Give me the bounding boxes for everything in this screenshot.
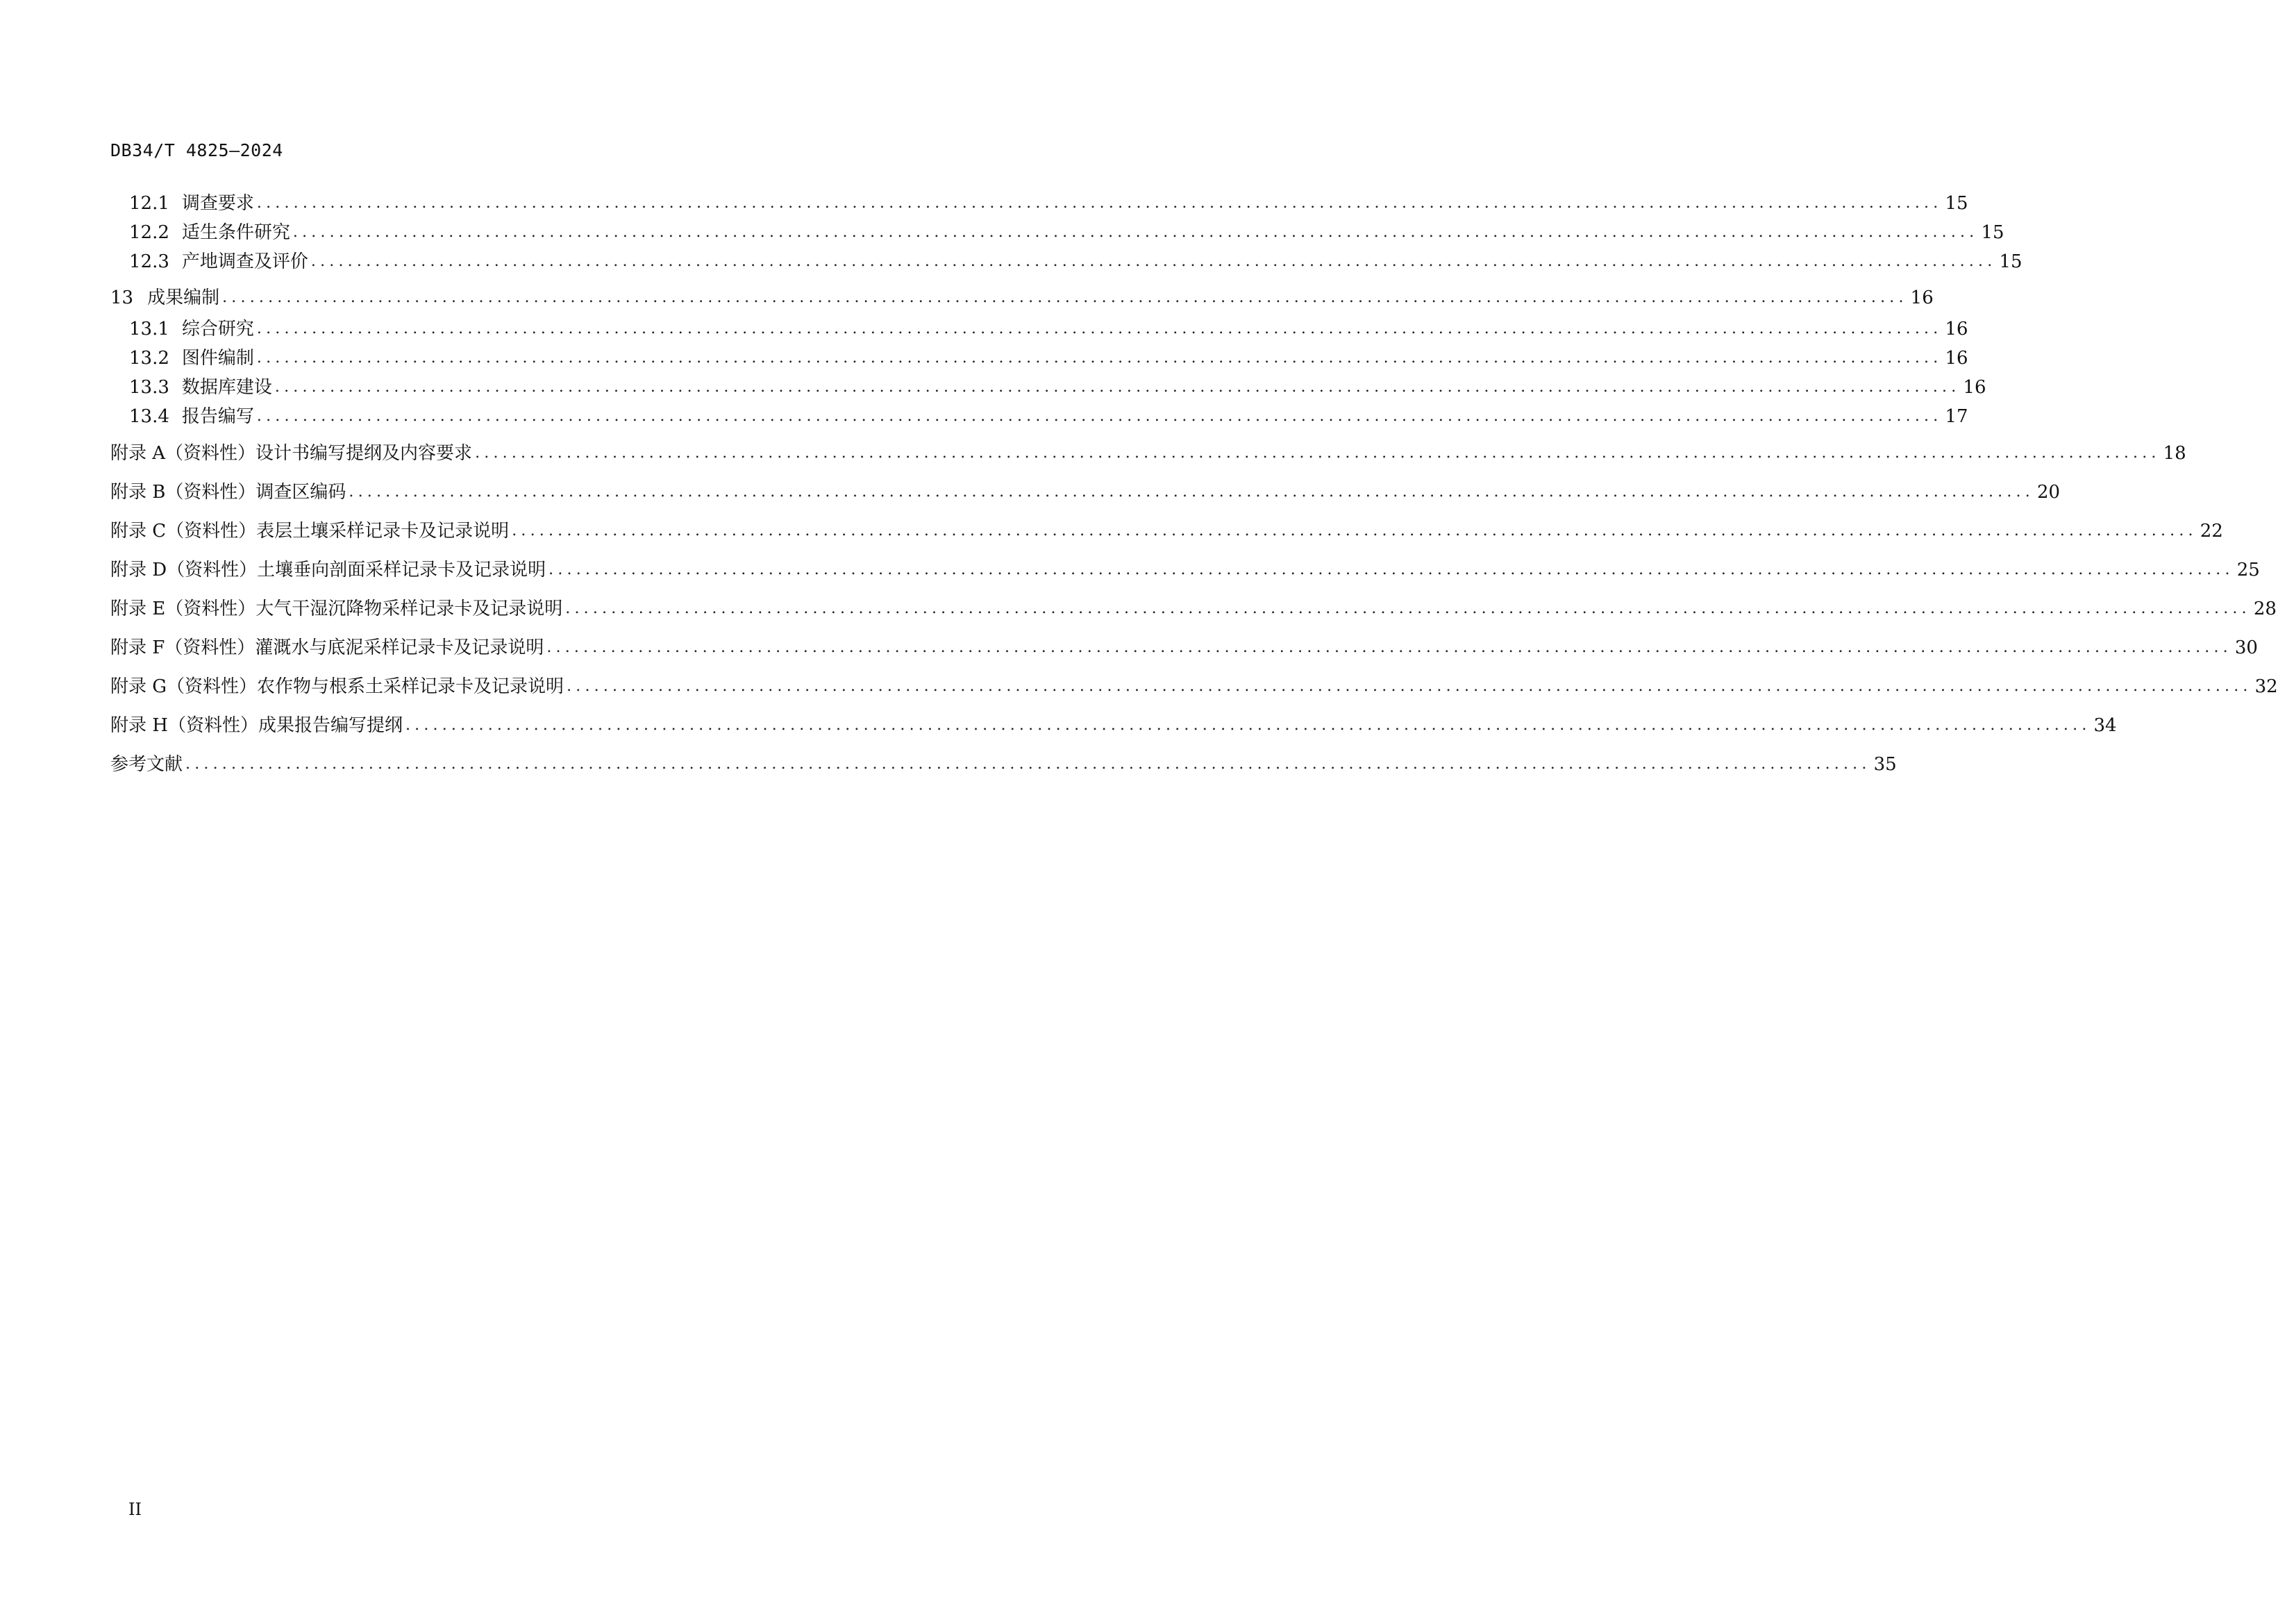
toc-entry-page: 25 <box>2236 560 2260 580</box>
toc-entry-appendix[interactable] <box>110 518 2223 544</box>
toc-dot-leader: ........................................................................................................................................................................................ <box>349 483 2034 501</box>
toc-entry[interactable] <box>110 403 1968 430</box>
toc-entry-page: 28 <box>2253 598 2277 619</box>
toc-appendix-label: 附录 H（资料性） <box>110 715 258 736</box>
toc-appendix-label: 附录 C（资料性） <box>110 521 257 542</box>
toc-entry-title: 产地调查及评价 <box>181 251 308 272</box>
toc-dot-leader: ........................................................................................................................................................................................ <box>567 678 2252 695</box>
toc-entry[interactable] <box>110 190 1968 217</box>
toc-entry-title: 土壤垂向剖面采样记录卡及记录说明 <box>257 560 546 580</box>
toc-entry-appendix[interactable] <box>110 440 2186 467</box>
toc-entry-number: 12.2 <box>129 222 169 243</box>
toc-entry-number: 13.1 <box>129 319 169 340</box>
toc-entry-title: 综合研究 <box>181 319 254 340</box>
toc-appendix-label: 附录 E（资料性） <box>110 598 256 619</box>
toc-entry-appendix[interactable] <box>110 557 2260 583</box>
toc-entry[interactable] <box>110 374 1986 401</box>
toc-entry-page: 15 <box>1981 222 2004 243</box>
toc-entry[interactable] <box>110 219 2004 246</box>
toc-appendix-label: 附录 B（资料性） <box>110 482 256 503</box>
toc-dot-leader: ........................................................................................................................................................................................ <box>256 194 1943 212</box>
toc-entry-title: 数据库建设 <box>181 377 272 398</box>
toc-dot-leader: ........................................................................................................................................................................................ <box>222 289 1908 306</box>
toc-entry-title: 调查要求 <box>181 193 254 214</box>
toc-appendix-label: 附录 G（资料性） <box>110 676 258 697</box>
toc-dot-leader: ........................................................................................................................................................................................ <box>546 639 2232 656</box>
toc-entry-page: 30 <box>2234 637 2258 658</box>
toc-entry-number: 13.4 <box>129 406 169 427</box>
toc-entry-title: 图件编制 <box>181 348 254 369</box>
toc-entry-title: 成果报告编写提纲 <box>258 715 403 736</box>
toc-entry[interactable] <box>110 249 2022 275</box>
toc-entry-page: 16 <box>1910 287 1934 308</box>
toc-dot-leader: ........................................................................................................................................................................................ <box>292 224 1979 241</box>
toc-entry-title: 报告编写 <box>181 406 254 427</box>
toc-entry-page: 18 <box>2163 443 2186 464</box>
toc-entry-page: 32 <box>2254 676 2278 697</box>
toc-appendix-label: 附录 D（资料性） <box>110 560 258 580</box>
toc-entry-page: 20 <box>2036 482 2061 503</box>
toc-entry-title: 表层土壤采样记录卡及记录说明 <box>256 521 510 542</box>
toc-dot-leader: ........................................................................................................................................................................................ <box>185 755 1871 773</box>
toc-entry-number: 12.1 <box>129 193 169 214</box>
toc-appendix-label: 附录 F（资料性） <box>110 637 256 658</box>
toc-entry-title: 调查区编码 <box>256 482 346 503</box>
toc-dot-leader: ........................................................................................................................................................................................ <box>310 253 1997 270</box>
toc-entry[interactable] <box>110 285 1934 311</box>
toc-entry-title: 设计书编写提纲及内容要求 <box>256 443 473 464</box>
toc-dot-leader: ........................................................................................................................................................................................ <box>256 320 1943 337</box>
toc-entry-page: 35 <box>1873 754 1897 775</box>
toc-entry-title: 农作物与根系土采样记录卡及记录说明 <box>257 676 564 697</box>
toc-dot-leader: ........................................................................................................................................................................................ <box>548 561 2234 578</box>
toc-entry-page: 15 <box>1945 193 1968 214</box>
toc-entry-page: 16 <box>1963 377 1986 398</box>
toc-entry-appendix[interactable] <box>110 479 2061 505</box>
toc-dot-leader: ........................................................................................................................................................................................ <box>274 378 1961 396</box>
toc-entry-number: 13.3 <box>129 377 169 398</box>
toc-entry[interactable] <box>110 345 1968 371</box>
toc-appendix-label: 附录 A（资料性） <box>110 443 256 464</box>
toc-entry-title: 灌溉水与底泥采样记录卡及记录说明 <box>255 637 544 658</box>
document-code: DB34/T 4825—2024 <box>110 140 283 160</box>
table-of-contents <box>110 0 2278 833</box>
toc-entry-appendix[interactable] <box>110 673 2278 700</box>
page-number: II <box>128 1500 142 1519</box>
toc-entry-number: 13.2 <box>129 348 169 369</box>
toc-dot-leader: ........................................................................................................................................................................................ <box>405 717 2091 734</box>
toc-dot-leader: ........................................................................................................................................................................................ <box>256 349 1943 367</box>
toc-entry-number: 13 <box>110 287 134 308</box>
toc-entry-page: 17 <box>1945 406 1968 427</box>
toc-dot-leader: ........................................................................................................................................................................................ <box>512 522 2197 539</box>
toc-entry-title: 大气干湿沉降物采样记录卡及记录说明 <box>256 598 563 619</box>
toc-entry-references[interactable] <box>110 751 1897 778</box>
toc-entry-title: 成果编制 <box>147 287 220 308</box>
toc-entry-title: 适生条件研究 <box>181 222 290 243</box>
toc-entry-page: 34 <box>2093 715 2117 736</box>
toc-entry-page: 22 <box>2200 521 2223 542</box>
toc-entry-appendix[interactable] <box>110 712 2117 739</box>
toc-entry-page: 16 <box>1945 319 1968 340</box>
toc-entry-page: 16 <box>1945 348 1968 369</box>
toc-entry-appendix[interactable] <box>110 596 2277 622</box>
toc-entry-appendix[interactable] <box>110 635 2258 661</box>
toc-dot-leader: ........................................................................................................................................................................................ <box>565 600 2251 617</box>
toc-entry[interactable] <box>110 316 1968 342</box>
toc-entry-page: 15 <box>1999 251 2022 272</box>
toc-entry-number: 12.3 <box>129 251 169 272</box>
toc-dot-leader: ........................................................................................................................................................................................ <box>475 444 2161 462</box>
toc-dot-leader: ........................................................................................................................................................................................ <box>256 408 1943 425</box>
toc-entry-title: 参考文献 <box>110 754 183 775</box>
